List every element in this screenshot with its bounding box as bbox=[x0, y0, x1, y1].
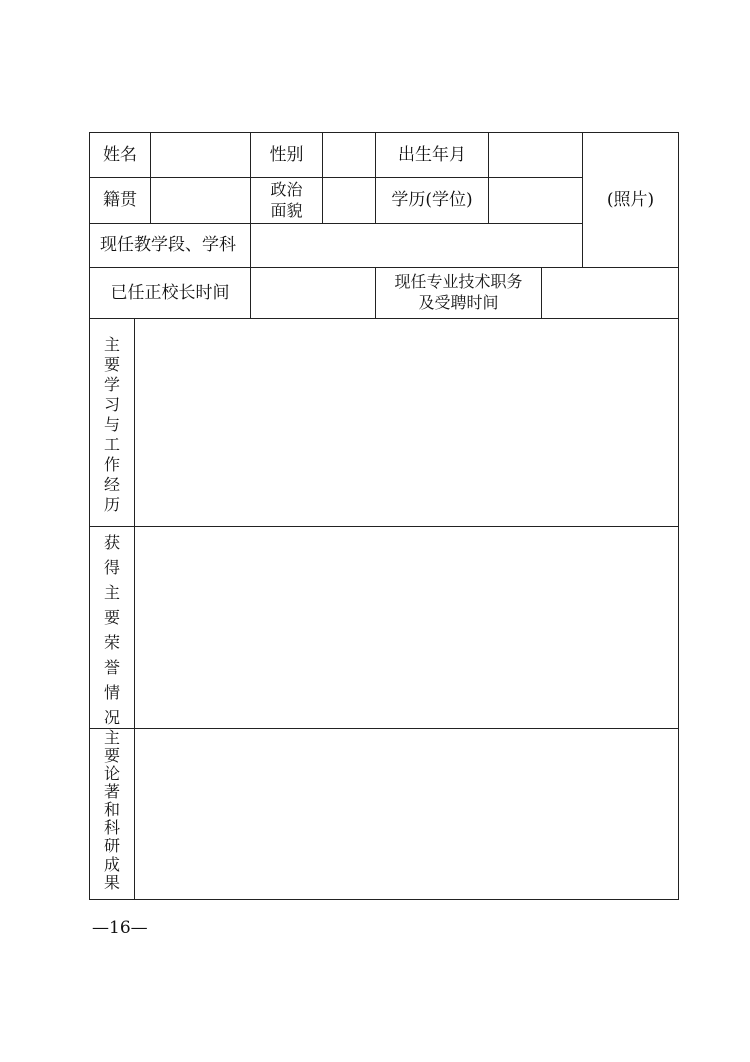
photo-box[interactable]: (照片) bbox=[582, 132, 679, 268]
experience-label bbox=[89, 318, 135, 527]
honors-label-char: 情 bbox=[103, 682, 120, 702]
education-field[interactable] bbox=[488, 177, 583, 224]
education-label: 学历(学位) bbox=[375, 177, 489, 224]
research-label-char: 成 bbox=[103, 854, 120, 874]
research-content[interactable] bbox=[134, 728, 679, 900]
gender-field[interactable] bbox=[322, 132, 376, 178]
gender-label: 性别 bbox=[250, 132, 323, 178]
honors-label-char: 况 bbox=[103, 707, 120, 727]
research-label-char: 研 bbox=[103, 836, 120, 856]
principal-time-field[interactable] bbox=[250, 267, 376, 319]
research-label-char: 要 bbox=[103, 746, 120, 766]
research-label-char: 主 bbox=[103, 728, 120, 747]
honors-label bbox=[89, 526, 135, 729]
honors-label-char: 主 bbox=[103, 582, 120, 602]
registration-form bbox=[89, 132, 679, 900]
native-label: 籍贯 bbox=[89, 177, 151, 224]
honors-label-char: 誉 bbox=[103, 657, 120, 677]
research-label bbox=[89, 728, 135, 900]
experience-label-char: 与 bbox=[103, 415, 120, 434]
experience-label-char: 学 bbox=[103, 375, 120, 394]
political-label bbox=[250, 177, 323, 224]
experience-label-char: 作 bbox=[103, 455, 120, 474]
experience-content[interactable] bbox=[134, 318, 679, 527]
research-label-char: 果 bbox=[103, 872, 120, 892]
research-label-char: 论 bbox=[103, 764, 120, 784]
honors-label-char: 获 bbox=[103, 533, 120, 552]
experience-label-char: 主 bbox=[103, 335, 120, 354]
research-label-char: 科 bbox=[103, 818, 120, 838]
title-field[interactable] bbox=[541, 267, 679, 319]
name-label: 姓名 bbox=[89, 132, 151, 178]
experience-label-char: 习 bbox=[103, 395, 120, 414]
political-field[interactable] bbox=[322, 177, 376, 224]
principal-time-label: 已任正校长时间 bbox=[89, 267, 251, 319]
political-label-line1: 政治 bbox=[270, 179, 303, 199]
current-stage-label: 现任教学段、学科 bbox=[89, 223, 251, 268]
research-label-char: 和 bbox=[103, 800, 120, 820]
page-number: —16— bbox=[92, 918, 148, 938]
political-label-line2: 面貌 bbox=[270, 200, 303, 220]
experience-label-char: 历 bbox=[103, 495, 120, 514]
experience-label-char: 工 bbox=[103, 435, 120, 454]
honors-label-char: 荣 bbox=[103, 632, 120, 652]
title-label-line2: 及受聘时间 bbox=[418, 293, 499, 312]
experience-label-char: 经 bbox=[103, 475, 120, 494]
honors-label-char: 得 bbox=[103, 557, 120, 577]
native-field[interactable] bbox=[150, 177, 251, 224]
honors-content[interactable] bbox=[134, 526, 679, 729]
current-stage-field[interactable] bbox=[250, 223, 583, 268]
birth-label: 出生年月 bbox=[375, 132, 489, 178]
honors-label-char: 要 bbox=[103, 607, 120, 627]
name-field[interactable] bbox=[150, 132, 251, 178]
experience-label-char: 要 bbox=[103, 355, 120, 374]
title-label bbox=[375, 267, 542, 319]
title-label-line1: 现任专业技术职务 bbox=[394, 272, 523, 292]
research-label-char: 著 bbox=[103, 782, 120, 802]
birth-field[interactable] bbox=[488, 132, 583, 178]
